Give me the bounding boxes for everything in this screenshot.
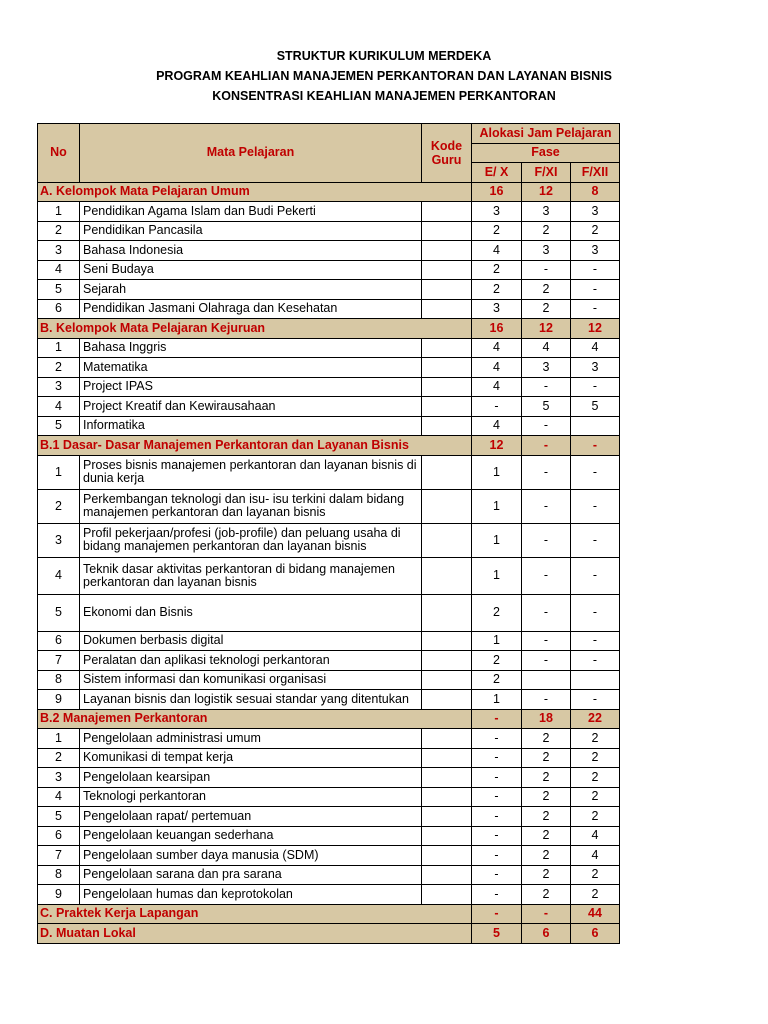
header-ex: E/ X [472,163,522,183]
hours-ex: 2 [472,280,522,300]
row-number: 4 [38,787,80,807]
group-row-group-d [38,924,620,944]
kode-guru-cell [422,670,472,690]
hours-fxii: 2 [571,729,620,749]
group-total-ex: 5 [472,924,522,944]
hours-fxi: 2 [522,865,571,885]
group-total-ex: - [472,709,522,729]
row-number: 7 [38,846,80,866]
hours-fxii: 3 [571,202,620,222]
row-number: 1 [38,729,80,749]
subject-name: Informatika [80,416,422,436]
hours-ex: - [472,807,522,827]
hours-fxi: 5 [522,397,571,417]
kode-guru-cell [422,865,472,885]
table-row [38,651,620,671]
table-row [38,416,620,436]
subject-name: Layanan bisnis dan logistik sesuai standar yang ditentukan [80,690,422,710]
kode-guru-cell [422,846,472,866]
row-number: 6 [38,631,80,651]
subject-name: Profil pekerjaan/profesi (job-profile) dan peluang usaha di bidang manajemen perkantoran dan layanan bisnis [80,523,422,557]
hours-fxii: - [571,260,620,280]
hours-fxii: 3 [571,358,620,378]
header-fxii: F/XII [571,163,620,183]
group-total-fxi: - [522,436,571,456]
subject-name: Matematika [80,358,422,378]
table-row [38,826,620,846]
row-number: 3 [38,241,80,261]
document-title [0,46,768,106]
hours-ex: - [472,397,522,417]
kode-guru-cell [422,807,472,827]
hours-ex: 1 [472,523,522,557]
kode-guru-cell [422,299,472,319]
row-number: 5 [38,416,80,436]
hours-fxii: 3 [571,241,620,261]
row-number: 4 [38,260,80,280]
hours-fxi: - [522,594,571,631]
hours-fxii: 4 [571,846,620,866]
table-row [38,748,620,768]
hours-ex: 1 [472,631,522,651]
group-total-fxii: 12 [571,319,620,339]
row-number: 5 [38,807,80,827]
hours-ex: 4 [472,338,522,358]
subject-name: Sejarah [80,280,422,300]
kode-guru-cell [422,358,472,378]
header-no: No [38,124,80,183]
hours-fxii: - [571,280,620,300]
table-row [38,670,620,690]
table-row [38,489,620,523]
table-row [38,221,620,241]
hours-fxii: 2 [571,787,620,807]
hours-fxi: 2 [522,807,571,827]
hours-ex: 2 [472,594,522,631]
group-total-fxii: 8 [571,182,620,202]
hours-fxi: 2 [522,787,571,807]
hours-fxi: - [522,260,571,280]
table-row [38,397,620,417]
subject-name: Pengelolaan kearsipan [80,768,422,788]
hours-ex: - [472,885,522,905]
table-row [38,846,620,866]
row-number: 6 [38,826,80,846]
hours-fxii: - [571,299,620,319]
row-number: 3 [38,523,80,557]
group-total-fxii: - [571,436,620,456]
subject-name: Pengelolaan rapat/ pertemuan [80,807,422,827]
table-row [38,690,620,710]
group-label: B. Kelompok Mata Pelajaran Kejuruan [38,319,472,339]
table-row [38,358,620,378]
hours-fxi: - [522,557,571,594]
group-total-ex: 16 [472,182,522,202]
hours-fxi: - [522,523,571,557]
subject-name: Project Kreatif dan Kewirausahaan [80,397,422,417]
kode-guru-cell [422,260,472,280]
table-row [38,807,620,827]
group-total-fxi: 6 [522,924,571,944]
table-row [38,299,620,319]
group-label: A. Kelompok Mata Pelajaran Umum [38,182,472,202]
row-number: 8 [38,865,80,885]
row-number: 2 [38,221,80,241]
kode-guru-cell [422,489,472,523]
group-total-fxi: - [522,904,571,924]
group-total-ex: - [472,904,522,924]
hours-ex: - [472,768,522,788]
row-number: 2 [38,358,80,378]
hours-ex: - [472,865,522,885]
kode-guru-cell [422,557,472,594]
kode-guru-cell [422,241,472,261]
row-number: 2 [38,748,80,768]
table-row [38,594,620,631]
table-row [38,377,620,397]
hours-fxii: 2 [571,807,620,827]
subject-name: Dokumen berbasis digital [80,631,422,651]
group-total-fxii: 22 [571,709,620,729]
group-total-fxi: 18 [522,709,571,729]
table-row [38,260,620,280]
table-row [38,280,620,300]
group-label: C. Praktek Kerja Lapangan [38,904,472,924]
group-total-fxii: 6 [571,924,620,944]
header-guru: Guru [431,152,462,167]
hours-fxii: - [571,557,620,594]
kode-guru-cell [422,651,472,671]
kode-guru-cell [422,455,472,489]
hours-fxii: 2 [571,865,620,885]
group-label: D. Muatan Lokal [38,924,472,944]
hours-ex: - [472,729,522,749]
hours-fxi: - [522,631,571,651]
hours-fxii: - [571,690,620,710]
hours-fxii [571,416,620,436]
hours-fxi: - [522,651,571,671]
hours-fxi: - [522,690,571,710]
group-label: B.2 Manajemen Perkantoran [38,709,472,729]
hours-fxi: 2 [522,280,571,300]
table-row [38,729,620,749]
hours-ex: 2 [472,221,522,241]
hours-fxii: 2 [571,768,620,788]
hours-fxi: 2 [522,885,571,905]
title-line-1: STRUKTUR KURIKULUM MERDEKA [276,49,492,63]
group-row-group-b2 [38,709,620,729]
hours-ex: - [472,826,522,846]
group-total-fxi: 12 [522,319,571,339]
hours-ex: 4 [472,377,522,397]
hours-fxi: - [522,377,571,397]
row-number: 1 [38,338,80,358]
hours-ex: 4 [472,358,522,378]
hours-ex: 1 [472,690,522,710]
kode-guru-cell [422,885,472,905]
header-row [38,124,620,144]
hours-fxi: 3 [522,241,571,261]
hours-ex: 4 [472,416,522,436]
kode-guru-cell [422,338,472,358]
subject-name: Bahasa Indonesia [80,241,422,261]
row-number: 4 [38,397,80,417]
hours-fxii: - [571,455,620,489]
table-row [38,202,620,222]
hours-fxi: 2 [522,846,571,866]
hours-fxi: - [522,489,571,523]
row-number: 9 [38,885,80,905]
group-row-group-b [38,319,620,339]
row-number: 6 [38,299,80,319]
subject-name: Peralatan dan aplikasi teknologi perkantoran [80,651,422,671]
header-kode-guru [422,124,472,183]
table-row [38,787,620,807]
subject-name: Bahasa Inggris [80,338,422,358]
table-row [38,455,620,489]
hours-fxi: 2 [522,748,571,768]
header-fxi: F/XI [522,163,571,183]
kode-guru-cell [422,787,472,807]
kode-guru-cell [422,826,472,846]
kode-guru-cell [422,221,472,241]
subject-name: Pengelolaan administrasi umum [80,729,422,749]
table-row [38,865,620,885]
table-row [38,523,620,557]
row-number: 5 [38,594,80,631]
hours-fxii [571,670,620,690]
table-row [38,241,620,261]
hours-ex: 1 [472,489,522,523]
header-kode: Kode [430,138,463,153]
header-fase: Fase [472,143,620,163]
group-total-ex: 16 [472,319,522,339]
subject-name: Proses bisnis manajemen perkantoran dan layanan bisnis di dunia kerja [80,455,422,489]
hours-fxii: - [571,594,620,631]
subject-name: Sistem informasi dan komunikasi organisasi [80,670,422,690]
group-total-fxii: 44 [571,904,620,924]
title-line-2: PROGRAM KEAHLIAN MANAJEMEN PERKANTORAN DAN LAYANAN BISNIS [156,69,612,83]
group-row-group-a [38,182,620,202]
subject-name: Komunikasi di tempat kerja [80,748,422,768]
hours-fxii: - [571,651,620,671]
subject-name: Teknologi perkantoran [80,787,422,807]
hours-fxi: 3 [522,358,571,378]
hours-fxii: 4 [571,338,620,358]
kode-guru-cell [422,523,472,557]
subject-name: Teknik dasar aktivitas perkantoran di bidang manajemen perkantoran dan layanan bisnis [80,557,422,594]
group-row-group-c [38,904,620,924]
hours-ex: 2 [472,670,522,690]
kode-guru-cell [422,202,472,222]
group-total-ex: 12 [472,436,522,456]
curriculum-table [37,123,620,944]
table-row [38,557,620,594]
subject-name: Pendidikan Agama Islam dan Budi Pekerti [80,202,422,222]
hours-fxii: 4 [571,826,620,846]
kode-guru-cell [422,416,472,436]
group-total-fxi: 12 [522,182,571,202]
row-number: 7 [38,651,80,671]
kode-guru-cell [422,690,472,710]
hours-ex: 1 [472,557,522,594]
hours-fxii: - [571,377,620,397]
hours-fxii: - [571,631,620,651]
subject-name: Project IPAS [80,377,422,397]
row-number: 1 [38,202,80,222]
row-number: 3 [38,377,80,397]
kode-guru-cell [422,377,472,397]
hours-ex: 1 [472,455,522,489]
hours-ex: 2 [472,651,522,671]
table-row [38,631,620,651]
hours-fxii: 2 [571,748,620,768]
hours-fxii: 2 [571,221,620,241]
hours-fxi: 2 [522,221,571,241]
header-alokasi: Alokasi Jam Pelajaran [472,124,620,144]
header-mata-pelajaran: Mata Pelajaran [80,124,422,183]
group-row-group-b1 [38,436,620,456]
hours-fxii: - [571,523,620,557]
hours-fxi: 3 [522,202,571,222]
hours-ex: - [472,787,522,807]
hours-ex: - [472,846,522,866]
hours-ex: 2 [472,260,522,280]
hours-ex: 4 [472,241,522,261]
hours-ex: 3 [472,202,522,222]
hours-fxi: 2 [522,299,571,319]
row-number: 3 [38,768,80,788]
hours-fxii: - [571,489,620,523]
subject-name: Pengelolaan sarana dan pra sarana [80,865,422,885]
row-number: 4 [38,557,80,594]
kode-guru-cell [422,748,472,768]
kode-guru-cell [422,768,472,788]
row-number: 5 [38,280,80,300]
hours-ex: - [472,748,522,768]
subject-name: Perkembangan teknologi dan isu- isu terkini dalam bidang manajemen perkantoran dan layanan bisnis [80,489,422,523]
hours-fxi: 2 [522,826,571,846]
subject-name: Seni Budaya [80,260,422,280]
group-label: B.1 Dasar- Dasar Manajemen Perkantoran dan Layanan Bisnis [38,436,472,456]
kode-guru-cell [422,280,472,300]
row-number: 2 [38,489,80,523]
table-row [38,885,620,905]
hours-ex: 3 [472,299,522,319]
kode-guru-cell [422,594,472,631]
kode-guru-cell [422,729,472,749]
kode-guru-cell [422,631,472,651]
row-number: 8 [38,670,80,690]
subject-name: Pendidikan Jasmani Olahraga dan Kesehatan [80,299,422,319]
hours-fxi: - [522,455,571,489]
hours-fxi: 2 [522,729,571,749]
table-row [38,768,620,788]
subject-name: Pengelolaan keuangan sederhana [80,826,422,846]
row-number: 9 [38,690,80,710]
subject-name: Pendidikan Pancasila [80,221,422,241]
hours-fxi [522,670,571,690]
kode-guru-cell [422,397,472,417]
hours-fxi: - [522,416,571,436]
subject-name: Pengelolaan humas dan keprotokolan [80,885,422,905]
hours-fxi: 4 [522,338,571,358]
hours-fxii: 2 [571,885,620,905]
table-row [38,338,620,358]
subject-name: Pengelolaan sumber daya manusia (SDM) [80,846,422,866]
hours-fxii: 5 [571,397,620,417]
hours-fxi: 2 [522,768,571,788]
title-line-3: KONSENTRASI KEAHLIAN MANAJEMEN PERKANTORAN [212,89,556,103]
subject-name: Ekonomi dan Bisnis [80,594,422,631]
row-number: 1 [38,455,80,489]
